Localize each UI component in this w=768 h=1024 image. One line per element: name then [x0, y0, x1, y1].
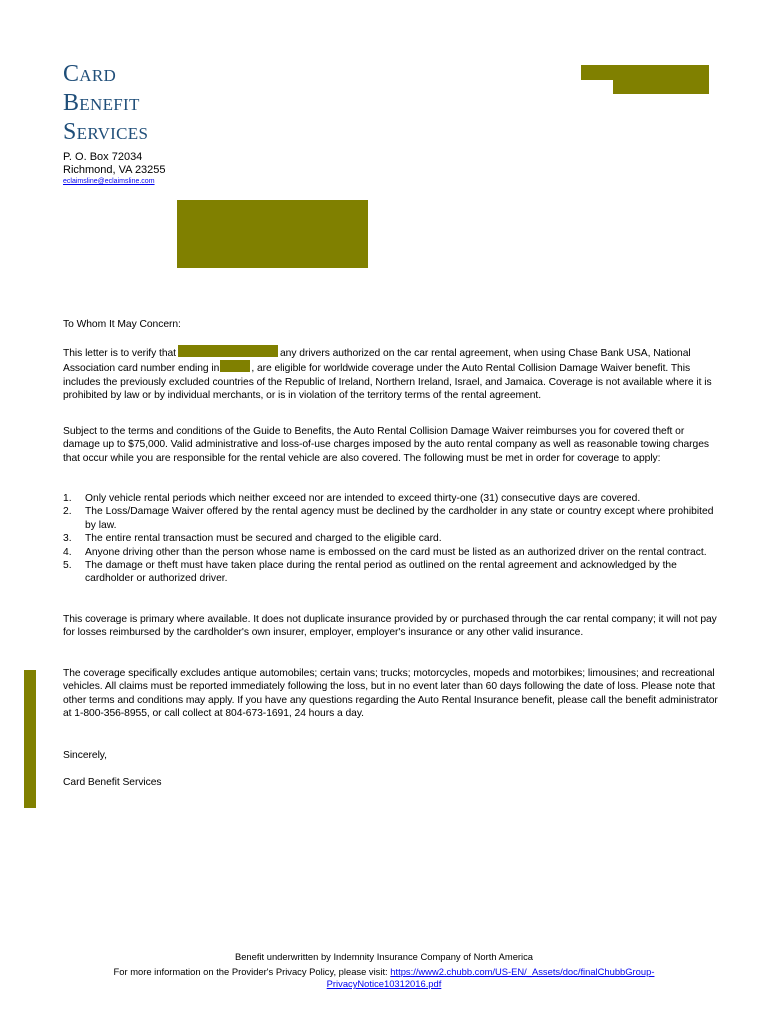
privacy-policy-link[interactable]: https://www2.chubb.com/US-EN/_Assets/doc/finalChubbGroup-PrivacyNotice10312016.pdf — [326, 966, 655, 989]
coverage-conditions-list — [63, 492, 721, 586]
letter-closing: Sincerely, — [63, 750, 107, 761]
para1-text-c: , are eligible for worldwide coverage under the Auto Rental Collision Damage Waiver benefit. This includes the previously excluded countries of the Republic of Ireland, Northern Ireland, Israel, and Jamaica. Coverage is not available where it is prohibited by law or by individual merchants, or is in violation of the territory terms of the rental agreement. — [63, 363, 712, 402]
address-city: Richmond, VA 23255 — [63, 164, 166, 176]
redaction-left-margin-bar — [24, 670, 36, 808]
para1-text-b: any drivers authorized on the car rental agreement, when using Chase Bank USA, National Association card number ending in — [63, 348, 691, 375]
letter-greeting: To Whom It May Concern: — [63, 319, 181, 330]
address-po-box: P. O. Box 72034 — [63, 151, 143, 163]
list-item — [63, 559, 721, 586]
list-item — [63, 492, 721, 505]
redaction-cardholder-name — [178, 345, 278, 357]
list-item — [63, 532, 721, 545]
list-item-text: The entire rental transaction must be secured and charged to the eligible card. — [85, 533, 442, 545]
list-item — [63, 546, 721, 559]
logo-line-card: Card — [63, 61, 117, 87]
letter-paragraph-exclusions: The coverage specifically excludes antique automobiles; certain vans; trucks; motorcycles, mopeds and motorbikes; limousines; and recreational vehicles. All claims must be reported immediately following the loss, but in no event later than 60 days following the date of loss. Please note that other terms and conditions may apply. If you have any questions regarding the Auto Rental Insurance benefit, please call the benefit administrator at 1-800-356-8955, or call collect at 804-673-1691, 24 hours a day. — [63, 668, 718, 720]
list-item-number: 1. — [63, 493, 72, 504]
logo-line-services: Services — [63, 119, 149, 145]
letter-signature: Card Benefit Services — [63, 777, 162, 788]
para1-text-a: This letter is to verify that — [63, 348, 176, 359]
footer-privacy-notice — [60, 966, 708, 990]
list-item-number: 2. — [63, 506, 72, 518]
redaction-card-number — [220, 360, 250, 372]
footer-privacy-text: For more information on the Provider's Privacy Policy, please visit: — [113, 966, 391, 977]
address-email-link[interactable]: eclaimsline@eclaimsline.com — [63, 178, 155, 185]
list-item-text: Anyone driving other than the person whose name is embossed on the card must be listed as an authorized driver on the rental contract. — [85, 546, 707, 558]
letter-paragraph-terms: Subject to the terms and conditions of the Guide to Benefits, the Auto Rental Collision Damage Waiver reimburses you for covered theft or damage up to $75,000. Valid administrative and loss-of-use charges imposed by the auto rental company as well as reasonable towing charges that occur while you are responsible for the rental vehicle are also covered. The following must be met in order for coverage to apply: — [63, 426, 709, 464]
list-item-text: The Loss/Damage Waiver offered by the rental agency must be declined by the cardholder in any state or country except where prohibited by law. — [85, 506, 714, 531]
list-item-number: 3. — [63, 533, 72, 545]
letter-paragraph-primary-coverage: This coverage is primary where available. It does not duplicate insurance provided by or purchased through the car rental company; it will not pay for losses reimbursed by the cardholder's own insurer, employer, employer's insurance or any other valid insurance. — [63, 614, 717, 639]
list-item-number: 5. — [63, 560, 72, 572]
list-item — [63, 505, 721, 532]
list-item-text: The damage or theft must have taken place during the rental period as outlined on the rental agreement and acknowledged by the cardholder or authorized driver. — [85, 560, 677, 585]
list-item-number: 4. — [63, 546, 72, 558]
redaction-top-right-lower — [613, 65, 709, 94]
letter-paragraph-verification — [63, 345, 721, 403]
redaction-recipient-address — [177, 200, 368, 268]
logo-line-benefit: Benefit — [63, 90, 140, 116]
footer-underwriter: Benefit underwritten by Indemnity Insurance Company of North America — [234, 951, 534, 962]
list-item-text: Only vehicle rental periods which neither exceed nor are intended to exceed thirty-one (31) consecutive days are covered. — [85, 493, 641, 504]
